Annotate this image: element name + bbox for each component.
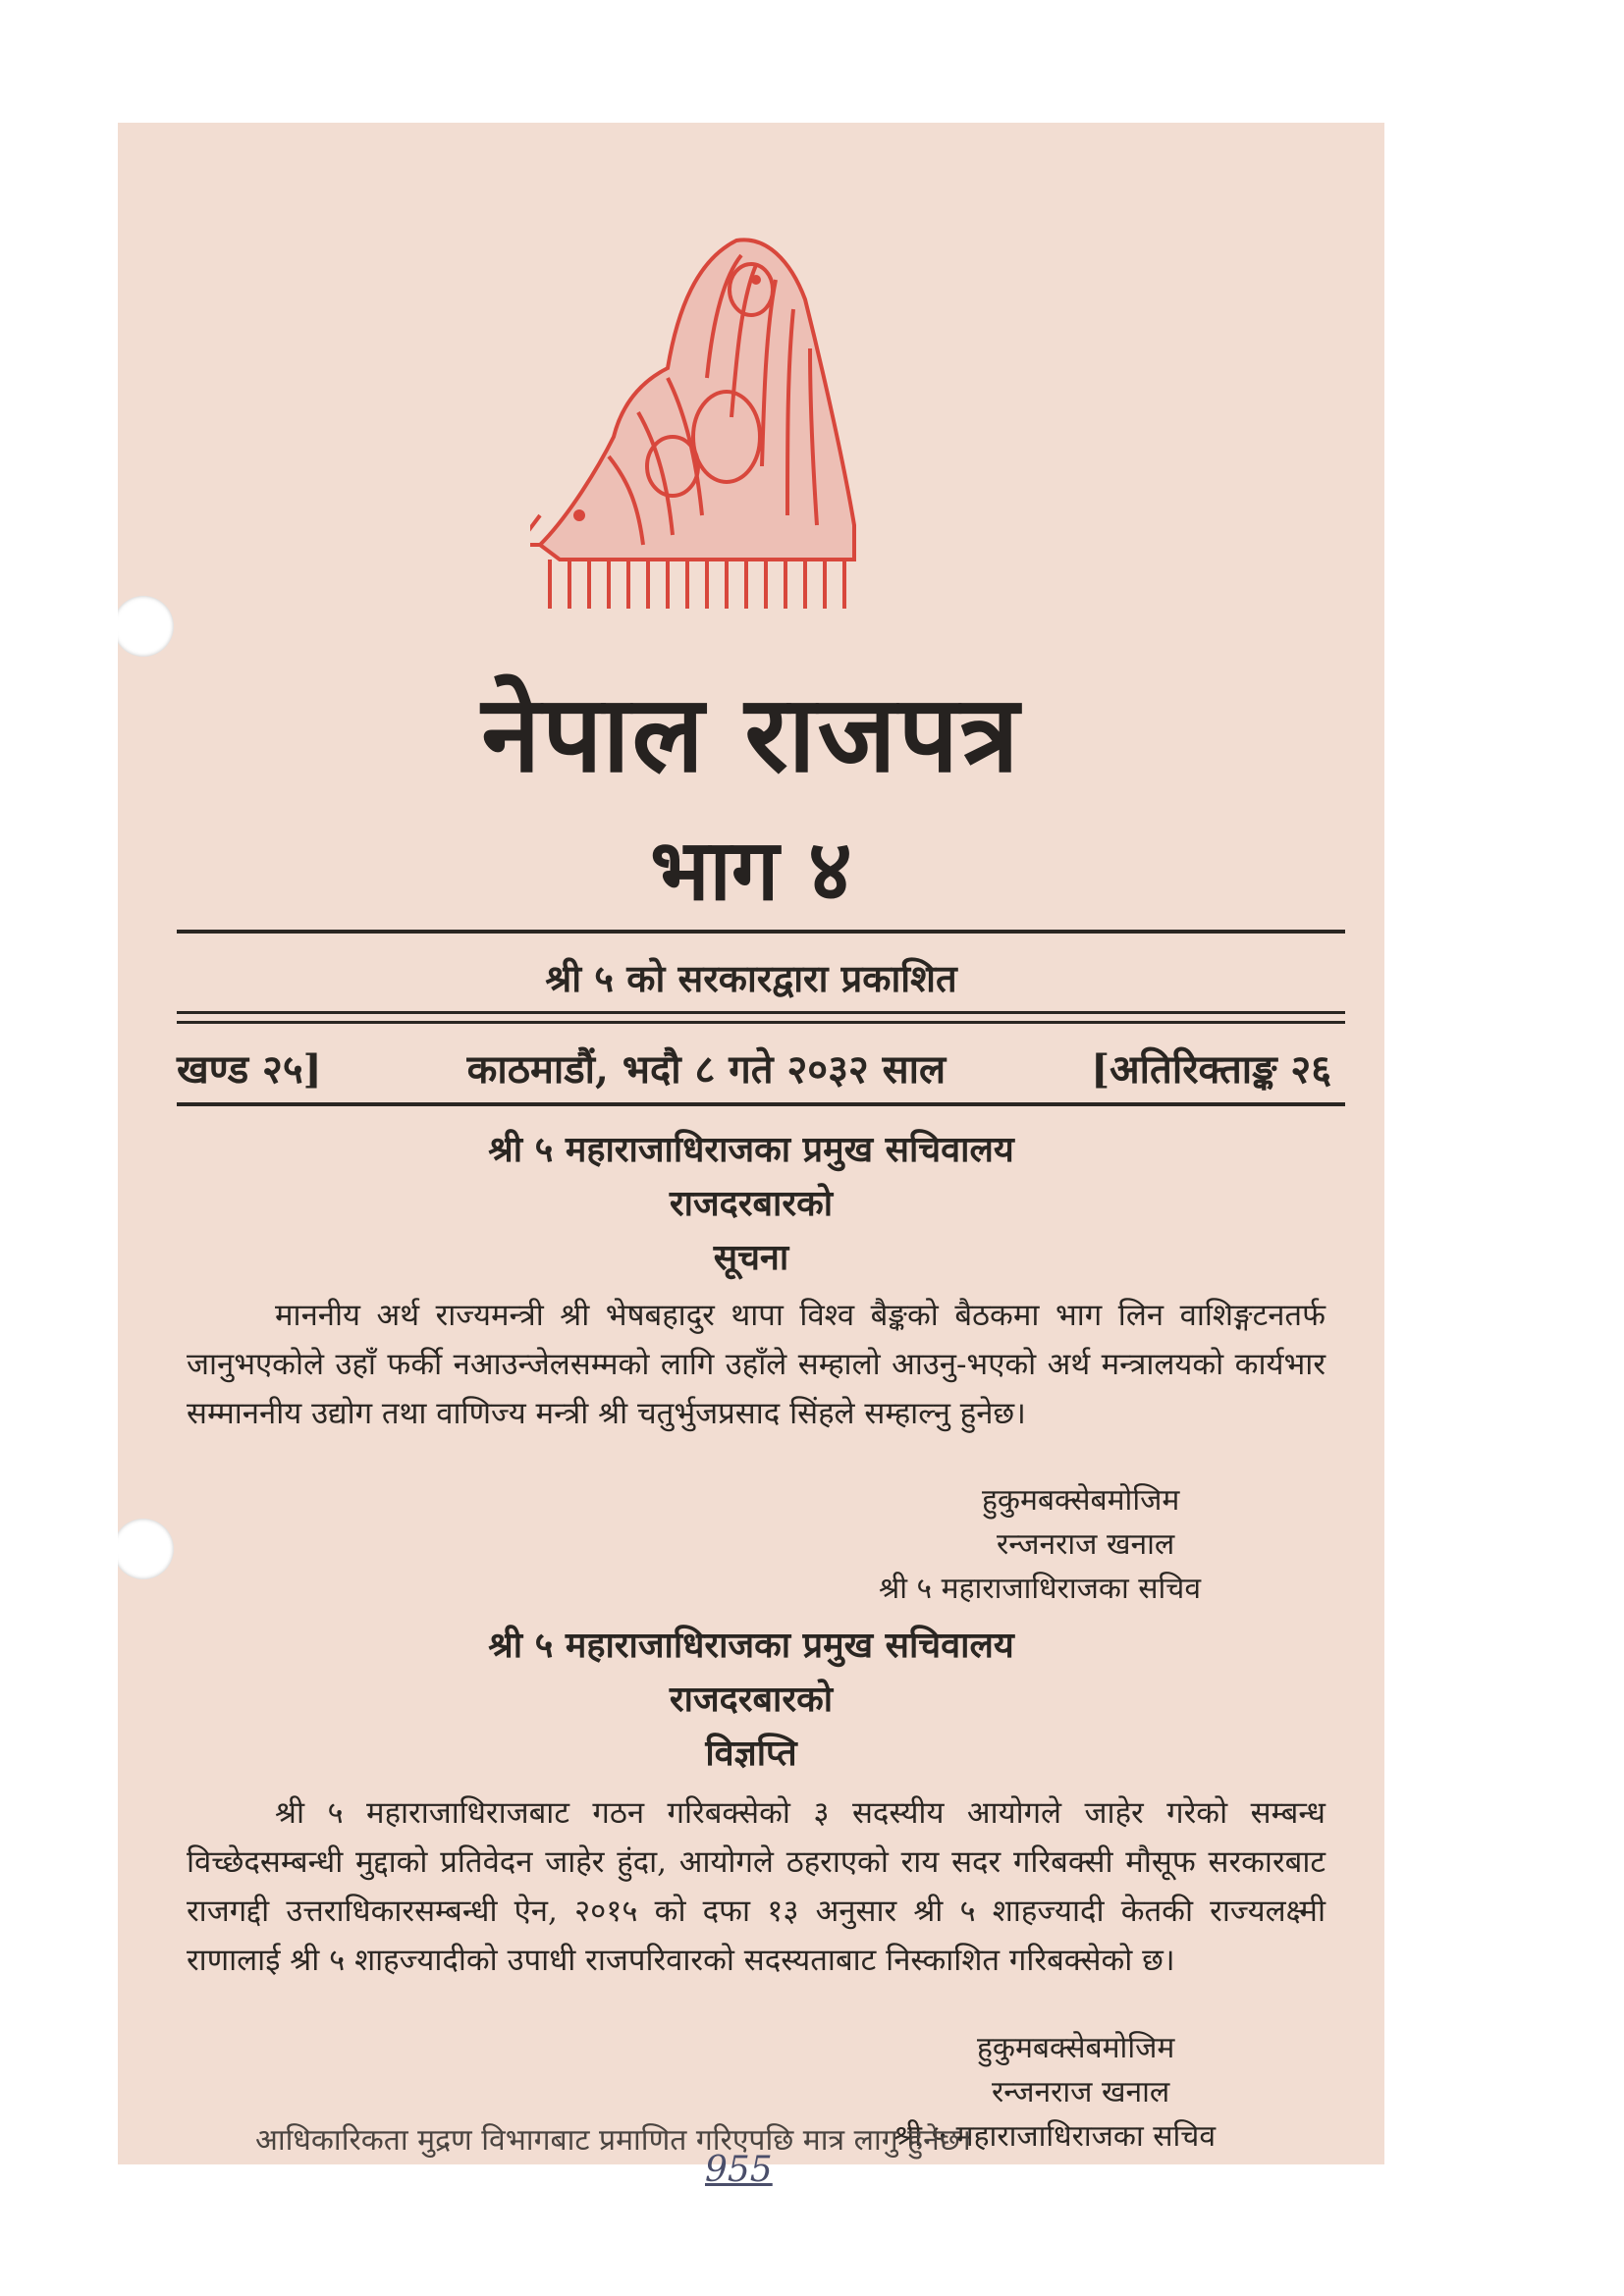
supplement-label: [अतिरिक्ताङ्क २६ [1091,1046,1331,1093]
notice1-signature-title: श्री ५ महाराजाधिराजका सचिव [879,1572,1202,1606]
notice1-signature-order: हुकुमबक्सेबमोजिम [982,1483,1180,1518]
notice2-heading: विज्ञप्ति [705,1733,797,1774]
notice2-signature-title: श्री ५ महाराजाधिराजका सचिव [893,2119,1217,2154]
authentication-footer: आधिकारिकता मुद्रण विभागबाट प्रमाणित गरिएपछि मात्र लागु हुनेछ। [255,2123,972,2158]
diagonal-watermark: ​ [344,1202,484,1301]
national-emblem-seal [530,221,923,623]
header-rule-double-2 [177,1021,1345,1024]
gazette-part: भाग ४ [650,821,852,920]
notice2-body: श्री ५ महाराजाधिराजबाट गठन गरिबक्सेको ३ सदस्यीय आयोगले जाहेर गरेको सम्बन्ध विच्छेदसम्बन्धी मुद्दाको प्रतिवेदन जाहेर हुंदा, आयोगले ठहराएको राय सदर गरिबक्सी मौसूफ सरकारबाट राजगद्दी उत्तराधिकारसम्बन्धी ऐन, २०१५ को दफा १३ अनुसार श्री ५ शाहज्यादी केतकी राज्यलक्ष्मी राणालाई श्री ५ शाहज्यादीको उपाधी राजपरिवारको सदस्यताबाट निस्काशित गरिबक्सेको छ। [187,1795,1326,1978]
volume-label: खण्ड २५] [177,1046,322,1093]
header-rule-top [177,930,1345,934]
punch-hole-bottom [118,1519,174,1579]
notice2-signature-name: रन्जनराज खनाल [992,2075,1170,2109]
notice1-body: माननीय अर्थ राज्यमन्त्री श्री भेषबहादुर थापा विश्व बैङ्कको बैठकमा भाग लिन वाशिङ्गटनतर्फ जानुभएकोले उहाँ फर्की नआउन्जेलसम्मको लागि उहाँले सम्हालो आउनु-भएको अर्थ मन्त्रालयको कार्यभार सम्माननीय उद्योग तथा वाणिज्य मन्त्री श्री चतुर्भुजप्रसाद सिंहले सम्हाल्नु हुनेछ। [187,1298,1326,1431]
bleed-through-text [393,319,403,353]
published-by-line: श्री ५ को सरकारद्वारा प्रकाशित [545,956,957,1000]
punch-hole-top [118,596,174,657]
gazette-page [118,123,1384,2164]
issue-line [177,1041,1345,1095]
notice2-office: श्री ५ महाराजाधिराजका प्रमुख सचिवालय [488,1625,1014,1666]
handwritten-page-number: 955 [705,2150,773,2190]
place-date-label: काठमाडौं, भदौ ८ गते २०३२ साल [466,1046,947,1093]
notice1-heading: सूचना [713,1237,789,1278]
notice1-office-sub: राजदरबारको [669,1183,834,1224]
notice2-signature-order: हुकुमबक्सेबमोजिम [977,2031,1175,2065]
header-rule-bottom [177,1102,1345,1106]
notice1-office: श्री ५ महाराजाधिराजका प्रमुख सचिवालय [488,1129,1014,1170]
header-rule-double-1 [177,1011,1345,1014]
notice2-office-sub: राजदरबारको [669,1679,834,1720]
notice1-signature-name: रन्जनराज खनाल [997,1527,1175,1562]
gazette-title: नेपाल राजपत्र [481,672,1021,796]
